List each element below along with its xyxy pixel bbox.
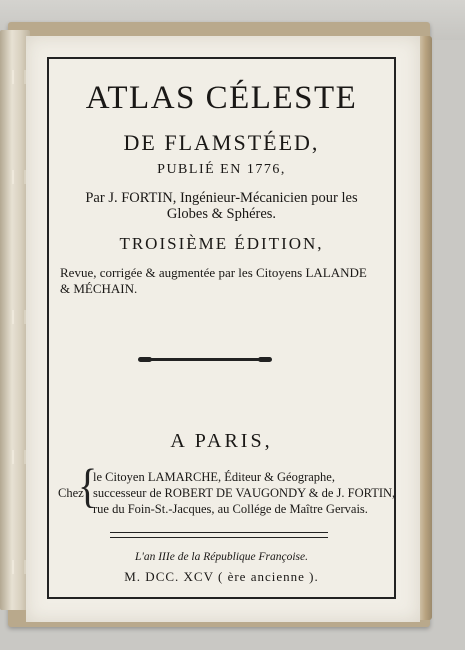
publication-line: PUBLIÉ EN 1776, [157,162,286,177]
curly-brace: { [78,458,98,513]
imprint-address-line: le Citoyen LAMARCHE, Éditeur & Géographe, [93,470,335,484]
author-line-2: Globes & Sphéres. [166,206,277,222]
double-rule [110,532,328,538]
title-line-1: ATLAS CÉLESTE [85,80,358,116]
binding-thread [12,560,26,574]
imprint-chez: Chez [58,486,84,500]
binding-thread [12,170,26,184]
binding-thread [12,70,26,84]
title-line-2: DE FLAMSTÉED, [123,130,320,155]
ornamental-rule [142,358,268,361]
revision-line-2: & MÉCHAIN. [60,281,138,296]
imprint-city: A PARIS, [170,430,273,452]
book-page-edges [418,36,432,620]
republican-date: L'an IIIe de la République Françoise. [135,551,308,563]
roman-date: M. DCC. XCV ( ère ancienne ). [124,569,319,584]
binding-thread [12,450,26,464]
binding-thread [12,310,26,324]
author-line-1: Par J. FORTIN, Ingénieur-Mécanicien pour les [85,190,358,206]
imprint-address-line: rue du Foin-St.-Jacques, au Collége de Maître Gervais. [93,502,368,516]
revision-line-1: Revue, corrigée & augmentée par les Citoyens LALANDE [60,265,367,280]
edition-label: TROISIÈME ÉDITION, [119,234,324,253]
imprint-address-line: successeur de ROBERT DE VAUGONDY & de J. FORTIN, [93,486,396,500]
